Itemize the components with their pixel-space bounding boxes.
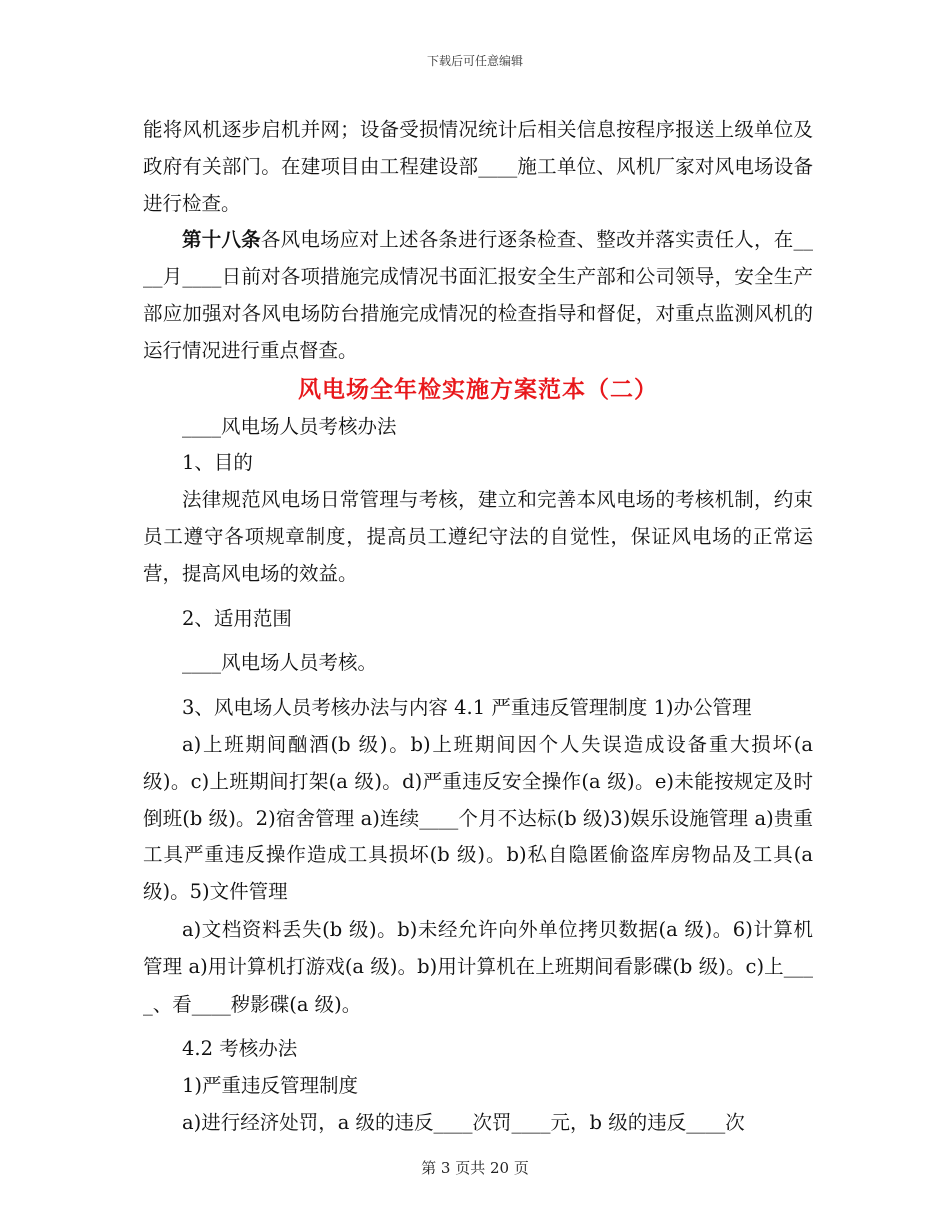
paragraph-article-18 bbox=[143, 222, 813, 369]
section-title: 风电场全年检实施方案范本（二） bbox=[298, 375, 658, 403]
article-number: 第十八条 bbox=[182, 228, 261, 252]
heading-assessment-method: 4.2 考核办法 bbox=[182, 1037, 298, 1061]
heading-serious-violation: 1)严重违反管理制度 bbox=[182, 1074, 359, 1098]
paragraph-scope: ____风电场人员考核。 bbox=[182, 651, 378, 675]
subtitle-assessment: ____风电场人员考核办法 bbox=[182, 414, 397, 438]
heading-purpose: 1、目的 bbox=[182, 451, 253, 475]
paragraph-penalty: a)进行经济处罚，a 级的违反____次罚____元，b 级的违反____次 bbox=[182, 1111, 745, 1135]
article-text: 各风电场应对上述各条进行逐条检查、整改并落实责任人，在____月____日前对各项措施完成情况书面汇报安全生产部和公司领导，安全生产部应加强对各风电场防台措施完成情况的检查指导和督促，对重点监测风机的运行情况进行重点督查。 bbox=[143, 228, 813, 362]
paragraph-violations-1: a)上班期间酗酒(b 级)。b)上班期间因个人失误造成设备重大损坏(a 级)。c)上班期间打架(a 级)。d)严重违反安全操作(a 级)。e)未能按规定及时倒班(b 级)。2)宿舍管理 a)连续____个月不达标(b 级)3)娱乐设施管理 a)贵重工具严重违反操作造成工具损坏(b 级)。b)私自隐匿偷盗库房物品及工具(a 级)。5)文件管理 bbox=[143, 732, 813, 904]
paragraph-purpose: 法律规范风电场日常管理与考核，建立和完善本风电场的考核机制，约束员工遵守各项规章制度，提高员工遵纪守法的自觉性，保证风电场的正常运营，提高风电场的效益。 bbox=[143, 488, 813, 585]
heading-scope: 2、适用范围 bbox=[182, 606, 292, 630]
paragraph-violations-2: a)文档资料丢失(b 级)。b)未经允许向外单位拷贝数据(a 级)。6)计算机管理 a)用计算机打游戏(a 级)。b)用计算机在上班期间看影碟(b 级)。c)上____、看____秽影碟(a 级)。 bbox=[143, 917, 813, 1016]
page-header: 下载后可任意编辑 bbox=[426, 54, 523, 68]
heading-methods: 3、风电场人员考核办法与内容 4.1 严重违反管理制度 1)办公管理 bbox=[182, 696, 752, 720]
paragraph-continued: 能将风机逐步启机并网；设备受损情况统计后相关信息按程序报送上级单位及政府有关部门。在建项目由工程建设部____施工单位、风机厂家对风电场设备进行检查。 bbox=[143, 118, 813, 215]
page-footer: 第 3 页共 20 页 bbox=[421, 1159, 529, 1177]
document-body bbox=[143, 112, 813, 1142]
